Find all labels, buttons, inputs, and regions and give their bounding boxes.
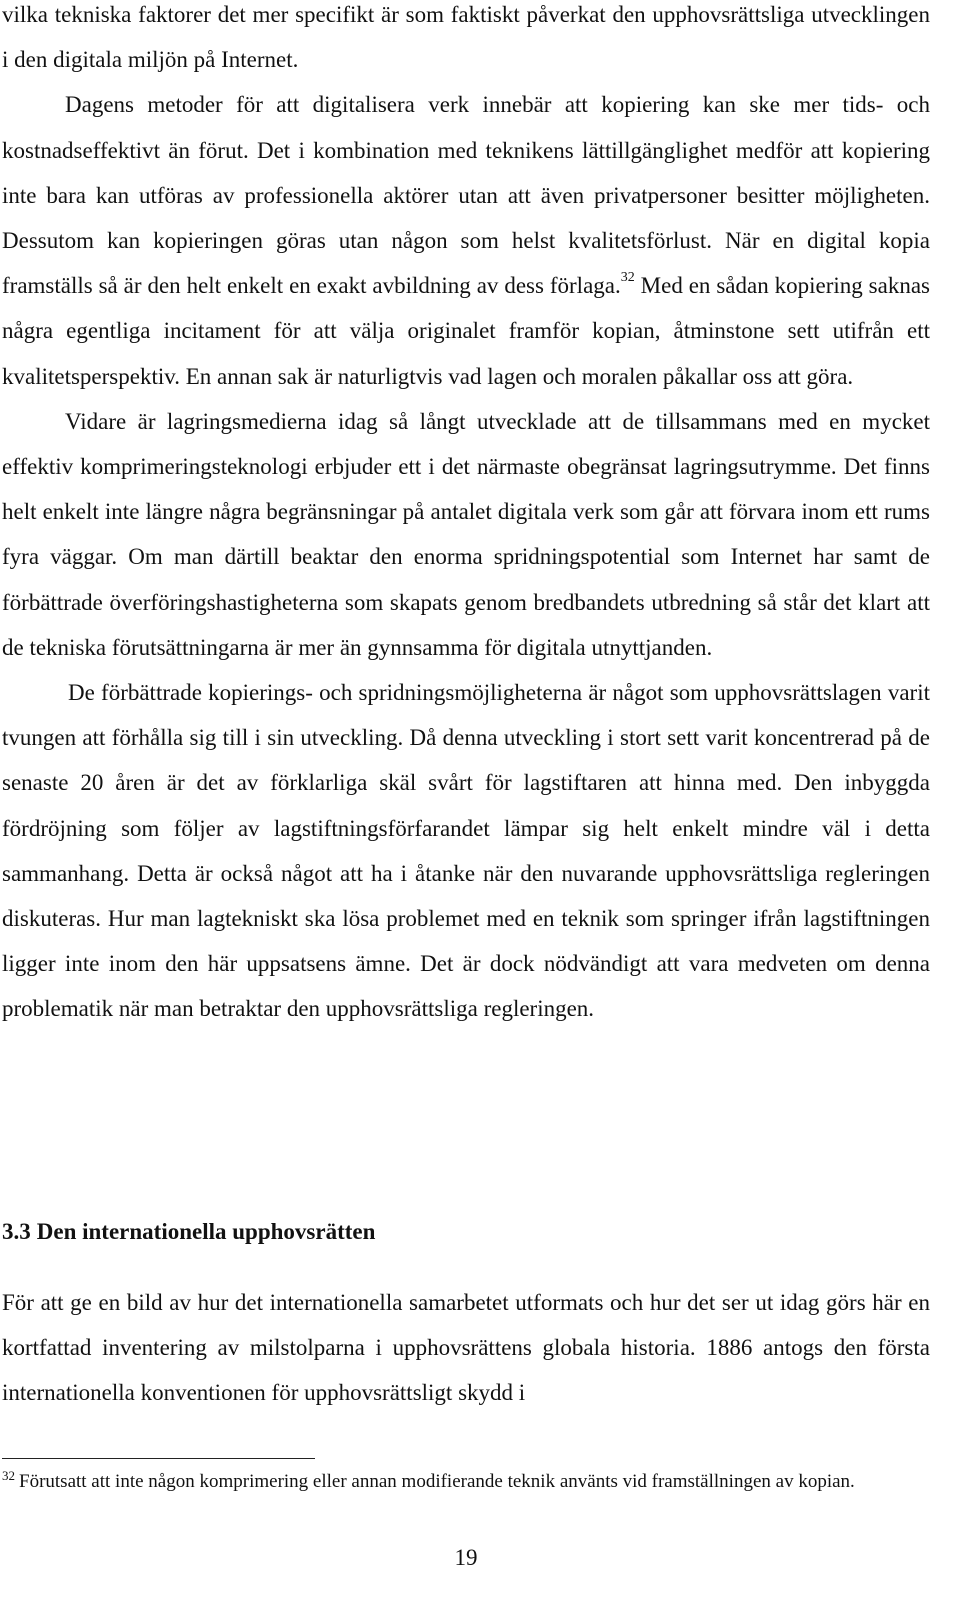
footnote-32 [2,1469,930,1494]
footnote-divider [2,1458,315,1459]
document-page [2,0,930,1617]
footnote-number: 32 [2,1467,15,1483]
section-intro-paragraph: För att ge en bild av hur det internationella samarbetet utformats och hur det ser ut idag görs här en kortfattad inventering av milstolparna i upphovsrättens globala historia. 1886 antogs den första internationella konventionen för upphovsrättsligt skydd i [2,1290,930,1406]
paragraph-digitization [2,82,930,398]
paragraph-continuation: vilka tekniska faktorer det mer specifikt är som faktiskt påverkat den upphovsrättsliga utvecklingen i den digitala miljön på Internet. [2,2,930,73]
paragraph-digitization-continued: Med en sådan kopiering saknas några egentliga incitament för att välja originalet framför kopian, åtminstone sett utifrån ett kvalitetsperspektiv. En annan sak är naturligtvis vad lagen och moralen påkallar oss att göra. [2,273,931,389]
paragraph-legislation: De förbättrade kopierings- och spridningsmöjligheterna är något som upphovsrättslagen varit tvungen att förhålla sig till i sin utveckling. Då denna utveckling i stort sett varit koncentrerad på de senaste 20 åren är det av förklarliga skäl svårt för lagstiftaren att hinna med. Den inbyggda fördröjning som följer av lagstiftningsförfarandet lämpar sig helt enkelt mindre väl i detta sammanhang. Detta är också något att ha i åtanke när den nuvarande upphovsrättsliga regleringen diskuteras. Hur man lagtekniskt ska lösa problemet med en teknik som springer ifrån lagstiftningen ligger inte inom den här uppsatsens ämne. Det är dock nödvändigt att vara medveten om denna problematik när man betraktar den upphovsrättsliga regleringen. [2,680,930,1022]
footnote-text: Förutsatt att inte någon komprimering eller annan modifierande teknik använts vid framställningen av kopian. [19,1471,855,1492]
section-title: Den internationella upphovsrätten [36,1219,376,1244]
body-text [2,0,930,1032]
footnote-reference-32[interactable]: 32 [620,269,635,285]
paragraph-digitization-text: Dagens metoder för att digitalisera verk innebär att kopiering kan ske mer tids- och kostnadseffektivt än förut. Det i kombination med teknikens lättillgänglighet medför att kopiering inte bara kan utföras av professionella aktörer utan att även privatpersoner besitter möjligheten. Dessutom kan kopieringen göras utan någon som helst kvalitetsförlust. När en digital kopia framställs så är den helt enkelt en exakt avbildning av dess förlaga. [2,92,930,299]
section-number: 3.3 [2,1219,31,1244]
section-heading [2,1212,375,1252]
paragraph-storage: Vidare är lagringsmedierna idag så långt utvecklade att de tillsammans med en mycket effektiv komprimeringsteknologi erbjuder ett i det närmaste obegränsat lagringsutrymme. Det finns helt enkelt inte längre några begränsningar på antalet digitala verk som går att förvara inom ett rums fyra väggar. Om man därtill beaktar den enorma spridningspotential som Internet har samt de förbättrade överföringshastigheterna som skapats genom bredbandets utbredning så står det klart att de tekniska förutsättningarna är mer än gynnsamma för digitala utnyttjanden. [2,408,930,660]
page-number: 19 [454,1545,478,1570]
